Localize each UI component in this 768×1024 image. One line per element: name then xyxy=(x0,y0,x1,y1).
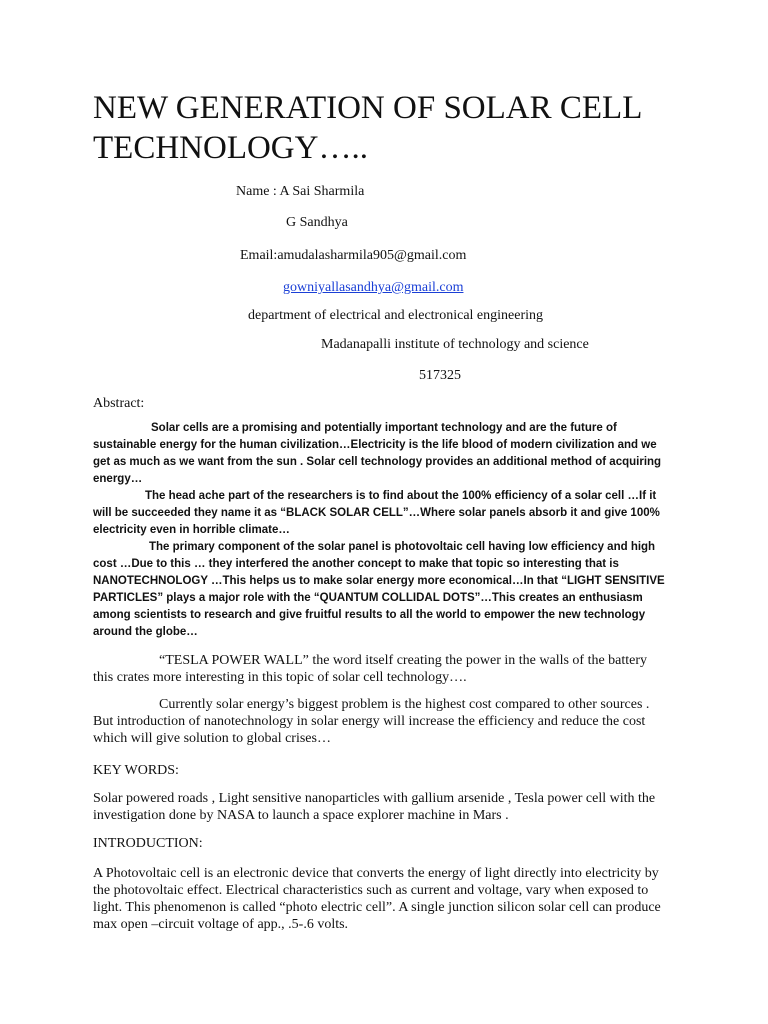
pincode-line: 517325 xyxy=(419,368,461,383)
abstract-paragraph: The primary component of the solar panel is photovoltaic cell having low efficiency and high cost …Due to this … they interfered the another concept to make that topic so interesting that is NANOTECHNOLOGY …This helps us to make solar energy more economical…In that “LIGHT SENSITIVE PARTICLES” plays a major role with the “QUANTUM COLLIDAL DOTS”…This creates an enthusiasm among scientists to research and give fruitful results to all the world to empower the new technology around the globe… xyxy=(93,541,665,638)
currently-paragraph: Currently solar energy’s biggest problem is the highest cost compared to other sources . But introduction of nanotechnology in solar energy will increase the efficiency and reduce the cost which will give solution to global crises… xyxy=(93,697,650,746)
institute-line: Madanapalli institute of technology and science xyxy=(321,337,589,352)
abstract-body xyxy=(93,420,668,641)
email-line: Email:amudalasharmila905@gmail.com xyxy=(240,248,467,263)
author-name-line: Name : A Sai Sharmila xyxy=(236,184,365,199)
abstract-heading: Abstract: xyxy=(93,396,145,411)
document-title: NEW GENERATION OF SOLAR CELL TECHNOLOGY….. xyxy=(93,90,642,166)
department-line: department of electrical and electronical engineering xyxy=(248,308,544,323)
introduction-heading: INTRODUCTION: xyxy=(93,836,203,851)
tesla-paragraph: “TESLA POWER WALL” the word itself creating the power in the walls of the battery this crates more interesting in this topic of solar cell technology…. xyxy=(93,653,648,685)
keywords-paragraph: Solar powered roads , Light sensitive nanoparticles with gallium arsenide , Tesla power cell with the investigation done by NASA to launch a space explorer machine in Mars . xyxy=(93,791,656,823)
keywords-heading: KEY WORDS: xyxy=(93,763,179,778)
second-author-name: G Sandhya xyxy=(286,215,348,230)
introduction-paragraph: A Photovoltaic cell is an electronic device that converts the energy of light directly into electricity by the photovoltaic effect. Electrical characteristics such as current and voltage, vary when exposed to light. This phenomenon is called “photo electric cell”. A single junction silicon solar cell can produce max open –circuit voltage of app., .5-.6 volts. xyxy=(93,866,661,932)
abstract-paragraph: Solar cells are a promising and potentially important technology and are the future of sustainable energy for the human civilization…Electricity is the life blood of modern civilization and we get as much as we want from the sun . Solar cell technology provides an additional method of acquiring energy… xyxy=(93,422,662,485)
abstract-paragraph: The head ache part of the researchers is to find about the 100% efficiency of a solar cell …If it will be succeeded they name it as “BLACK SOLAR CELL”…Where solar panels absorb it and give 100% electricity even in horrible climate… xyxy=(93,490,660,536)
second-author-email-link[interactable]: gowniyallasandhya@gmail.com xyxy=(283,280,464,295)
